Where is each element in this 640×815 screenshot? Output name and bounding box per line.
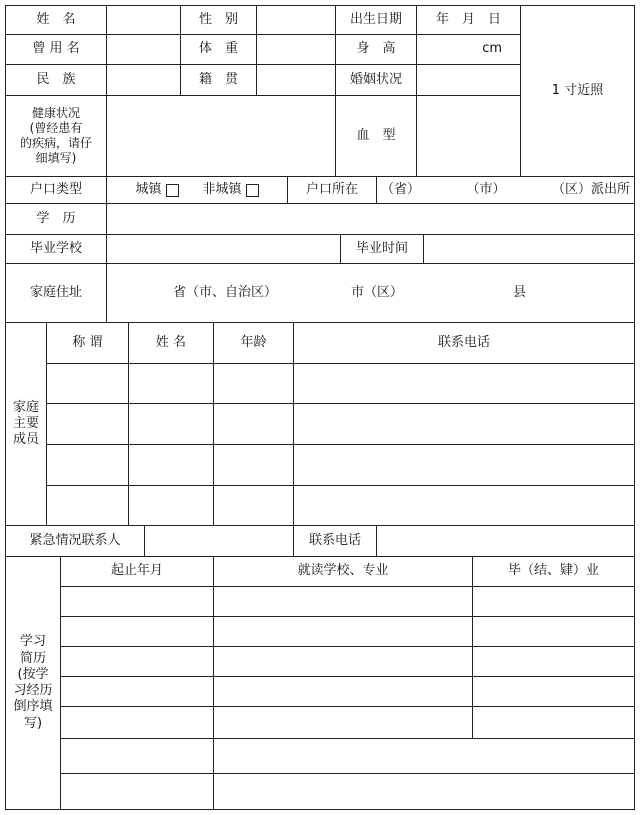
native-place-field[interactable] — [256, 64, 336, 96]
family-name-cell[interactable] — [128, 363, 214, 404]
birth-label: 出生日期 — [335, 5, 417, 35]
grad-time-label: 毕业时间 — [340, 234, 424, 264]
health-field[interactable] — [106, 95, 336, 177]
family-phone-cell[interactable] — [293, 444, 635, 486]
family-name-cell[interactable] — [128, 403, 214, 445]
photo-box[interactable]: 1 寸近照 — [520, 5, 635, 177]
school-major-header: 就读学校、专业 — [213, 556, 473, 587]
education-field[interactable] — [106, 203, 635, 235]
family-age-cell[interactable] — [213, 444, 294, 486]
hukou-type-label: 户口类型 — [5, 176, 107, 204]
study-school-cell[interactable] — [213, 738, 635, 774]
weight-label: 体 重 — [180, 34, 257, 65]
graduation-header: 毕（结、肄）业 — [472, 556, 635, 587]
address-province-suffix: 省（市、自治区） — [173, 284, 278, 300]
urban-checkbox[interactable] — [166, 184, 179, 197]
former-name-field[interactable] — [106, 34, 181, 65]
hukou-location-label: 户口所在 — [287, 176, 377, 204]
family-relation-cell[interactable] — [46, 444, 129, 486]
family-phone-cell[interactable] — [293, 403, 635, 445]
family-phone-cell[interactable] — [293, 485, 635, 526]
weight-field[interactable] — [256, 34, 336, 65]
former-name-label: 曾 用 名 — [5, 34, 107, 65]
period-header: 起止年月 — [60, 556, 214, 587]
province-suffix: （省） — [381, 181, 421, 197]
height-field[interactable]: cm — [416, 34, 521, 65]
blood-field[interactable] — [416, 95, 521, 177]
rural-checkbox[interactable] — [246, 184, 259, 197]
emergency-phone-label: 联系电话 — [293, 525, 377, 557]
grad-time-field[interactable] — [423, 234, 635, 264]
family-age-cell[interactable] — [213, 363, 294, 404]
study-period-cell[interactable] — [60, 706, 214, 739]
study-graduation-cell[interactable] — [472, 646, 635, 677]
age-header: 年龄 — [213, 322, 294, 364]
hukou-location-field[interactable] — [376, 176, 635, 204]
rural-option-label: 非城镇 — [202, 181, 242, 197]
study-period-cell[interactable] — [60, 586, 214, 617]
native-place-label: 籍 贯 — [180, 64, 257, 96]
study-school-cell[interactable] — [213, 676, 473, 707]
education-label: 学 历 — [5, 203, 107, 235]
study-graduation-cell[interactable] — [472, 676, 635, 707]
height-label: 身 高 — [335, 34, 417, 65]
study-school-cell[interactable] — [213, 773, 635, 810]
blood-label: 血 型 — [335, 95, 417, 177]
family-age-cell[interactable] — [213, 485, 294, 526]
emergency-label: 紧急情况联系人 — [5, 525, 145, 557]
marital-label: 婚姻状况 — [335, 64, 417, 96]
study-graduation-cell[interactable] — [472, 706, 635, 739]
family-age-cell[interactable] — [213, 403, 294, 445]
address-city-suffix: 市（区） — [351, 284, 404, 300]
birth-field[interactable]: 年 月 日 — [416, 5, 521, 35]
address-county-suffix: 县 — [513, 284, 527, 300]
phone-header: 联系电话 — [293, 322, 635, 364]
family-relation-cell[interactable] — [46, 363, 129, 404]
family-name-cell[interactable] — [128, 485, 214, 526]
emergency-phone-field[interactable] — [376, 525, 635, 557]
urban-option-label: 城镇 — [135, 181, 162, 197]
study-label: 学习 简历 (按学 习经历 倒序填 写) — [5, 556, 61, 810]
study-school-cell[interactable] — [213, 706, 473, 739]
family-relation-cell[interactable] — [46, 403, 129, 445]
gender-label: 性 别 — [180, 5, 257, 35]
health-label: 健康状况 (曾经患有 的疾病，请仔 细填写) — [5, 95, 107, 177]
study-period-cell[interactable] — [60, 646, 214, 677]
school-label: 毕业学校 — [5, 234, 107, 264]
address-label: 家庭住址 — [5, 263, 107, 323]
school-field[interactable] — [106, 234, 341, 264]
name-field[interactable] — [106, 5, 181, 35]
study-graduation-cell[interactable] — [472, 616, 635, 647]
member-name-header: 姓 名 — [128, 322, 214, 364]
district-police-suffix: （区）派出所 — [551, 181, 630, 197]
emergency-field[interactable] — [144, 525, 294, 557]
family-label: 家庭 主要 成员 — [5, 322, 47, 526]
city-suffix: （市） — [466, 181, 506, 197]
address-field[interactable] — [106, 263, 635, 323]
ethnicity-label: 民 族 — [5, 64, 107, 96]
study-school-cell[interactable] — [213, 586, 473, 617]
relation-header: 称 谓 — [46, 322, 129, 364]
family-phone-cell[interactable] — [293, 363, 635, 404]
study-period-cell[interactable] — [60, 738, 214, 774]
family-relation-cell[interactable] — [46, 485, 129, 526]
study-period-cell[interactable] — [60, 773, 214, 810]
name-label: 姓 名 — [5, 5, 107, 35]
marital-field[interactable] — [416, 64, 521, 96]
gender-field[interactable] — [256, 5, 336, 35]
study-school-cell[interactable] — [213, 616, 473, 647]
hukou-type-options — [106, 176, 288, 204]
study-period-cell[interactable] — [60, 616, 214, 647]
study-period-cell[interactable] — [60, 676, 214, 707]
ethnicity-field[interactable] — [106, 64, 181, 96]
family-name-cell[interactable] — [128, 444, 214, 486]
study-school-cell[interactable] — [213, 646, 473, 677]
study-graduation-cell[interactable] — [472, 586, 635, 617]
